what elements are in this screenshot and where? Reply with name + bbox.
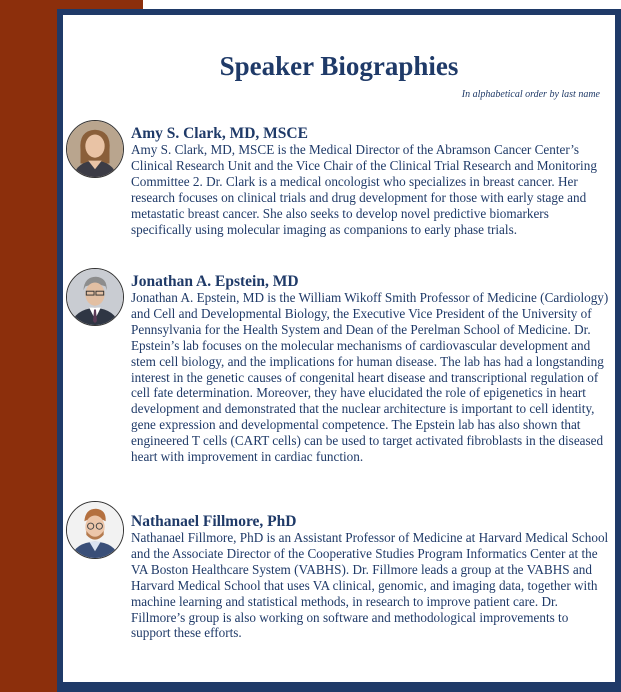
speaker-bio: Amy S. Clark, MD, MSCE is the Medical Director of the Abramson Cancer Center’s Clinical Research Unit and the Vice Chair of the Clinical Trial Research and Monitoring Committee 2. Dr. Clark is a medical oncologist who specializes in breast cancer. Her research focuses on clinical trials and drug development for those with early stage and metastatic breast cancer. She also seeks to develop novel predictive biomarkers specifically using molecular imaging as companions to early phase trials. [131, 142, 597, 237]
speaker-name: Jonathan A. Epstein, MD [131, 273, 299, 290]
speaker-name: Nathanael Fillmore, PhD [131, 513, 297, 530]
speaker-photo [66, 268, 124, 326]
portrait-image [67, 502, 123, 558]
page-subtitle: In alphabetical order by last name [461, 89, 600, 100]
portrait-image [67, 269, 123, 325]
speaker-name: Amy S. Clark, MD, MSCE [131, 125, 308, 142]
speaker-bio: Nathanael Fillmore, PhD is an Assistant Professor of Medicine at Harvard Medical School and the Associate Director of the Cooperative Studies Program Informatics Center at the VA Boston Healthcare System (VABHS). Dr. Fillmore leads a group at the VABHS and Harvard Medical School that uses VA clinical, genomic, and imaging data, together with machine learning and statistical methods, in research to improve patient care. Dr. Fillmore’s group is also working on software and methodological improvements to support these efforts. [131, 530, 609, 641]
speaker-bio: Jonathan A. Epstein, MD is the William Wikoff Smith Professor of Medicine (Cardiology) and Cell and Developmental Biology, the Executive Vice President of the University of Pennsylvania for the Health System and Dean of the Perelman School of Medicine. Dr. Epstein’s lab focuses on the molecular mechanisms of cardiovascular development and stem cell biology, and the implications for human disease. The lab has had a longstanding interest in the genetic causes of congenital heart disease and transcriptional regulation of cell fate determination. Moreover, they have elucidated the role of epigenetics in heart development and demonstrated that the nuclear architecture is important to cell identity, gene expression and developmental competence. The Epstein lab has also shown that engineered T cells (CART cells) can be used to target activated fibroblasts in the diseased heart with improvement in cardiac function. [131, 290, 609, 465]
portrait-image [67, 121, 123, 177]
page-title: Speaker Biographies [219, 51, 459, 81]
speaker-photo [66, 501, 124, 559]
content-panel [63, 15, 615, 682]
speaker-photo [66, 120, 124, 178]
